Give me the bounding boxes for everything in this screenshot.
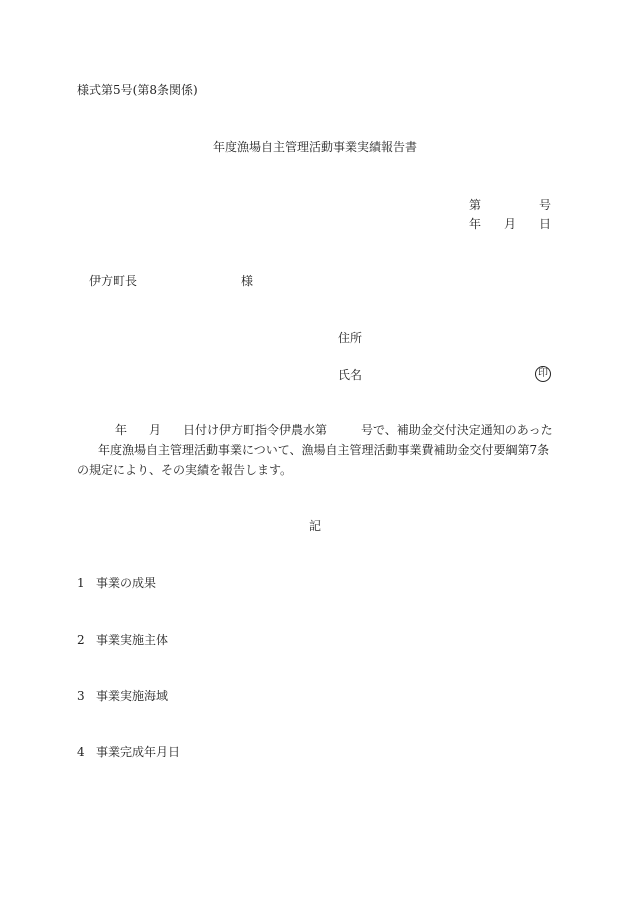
seal-text: 印 — [538, 368, 548, 379]
list-item-label: 事業実施海域 — [96, 689, 169, 703]
address-label: 住所 — [338, 331, 363, 345]
name-label: 氏名 — [338, 368, 363, 382]
body-year-label: 年 — [115, 423, 128, 437]
list-item-label: 事業の成果 — [96, 576, 157, 590]
date-day-label: 日 — [539, 217, 552, 231]
list-item — [77, 690, 168, 702]
list-item — [77, 746, 180, 758]
body-month-label: 月 — [149, 423, 162, 437]
list-item — [77, 634, 168, 646]
ki-heading: 記 — [308, 519, 321, 533]
date-year-label: 年 — [469, 217, 482, 231]
date-month-label: 月 — [504, 217, 517, 231]
body-paragraph-line-2: 年度漁場自主管理活動事業について、漁場自主管理活動事業費補助金交付要綱第7条 — [98, 443, 550, 457]
list-item — [77, 577, 156, 589]
document-number-prefix: 第 — [469, 198, 482, 212]
seal-mark — [535, 366, 551, 382]
list-item-number: 1 — [77, 576, 85, 590]
body-paragraph-line-3: の規定により、その実績を報告します。 — [77, 463, 293, 477]
addressee-name: 伊方町長 — [89, 274, 138, 288]
list-item-number: 3 — [77, 689, 85, 703]
document-number-suffix: 号 — [539, 198, 552, 212]
form-number-label: 様式第5号(第8条関係) — [77, 83, 198, 97]
addressee-honorific: 様 — [241, 274, 254, 288]
list-item-number: 4 — [77, 745, 85, 759]
document-title: 年度漁場自主管理活動事業実績報告書 — [212, 140, 417, 154]
list-item-label: 事業完成年月日 — [96, 745, 181, 759]
body-notice-text: 日付け伊方町指令伊農水第 — [183, 423, 328, 437]
body-number-text: 号で、補助金交付決定通知のあった — [361, 423, 553, 437]
list-item-number: 2 — [77, 633, 85, 647]
list-item-label: 事業実施主体 — [96, 633, 169, 647]
